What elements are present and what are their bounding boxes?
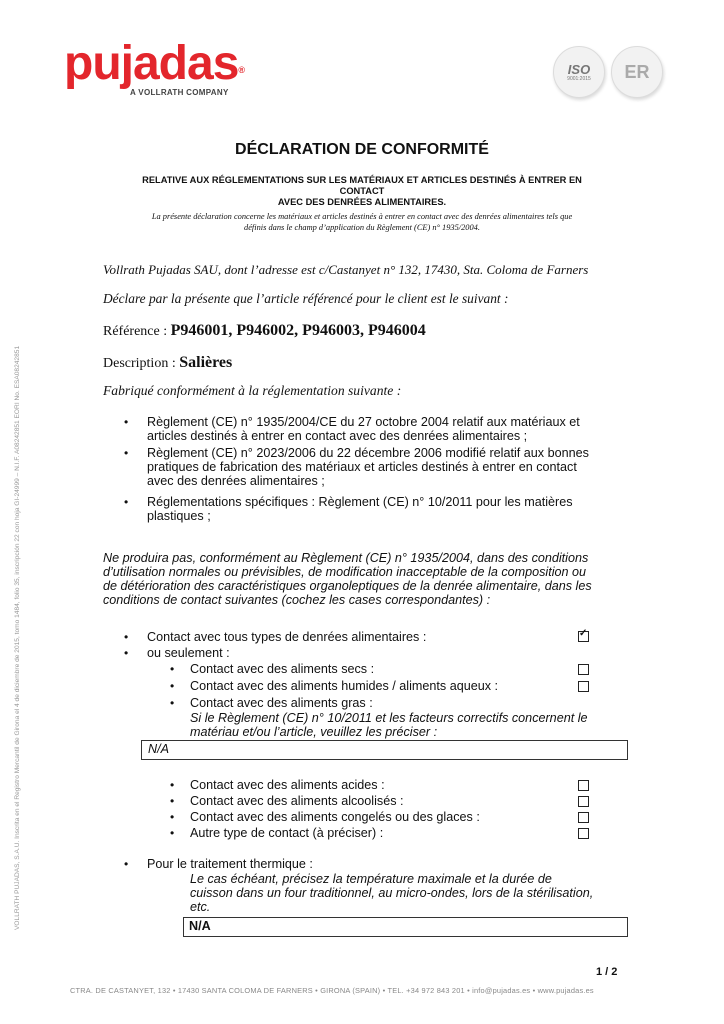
intro-line: définis dans le champ d’application du Règlement (CE) n° 1935/2004.: [244, 223, 480, 232]
regulation-line: avec des denrées alimentaires ;: [147, 474, 325, 488]
company-line: Vollrath Pujadas SAU, dont l’adresse est c/Castanyet n° 132, 17430, Sta. Coloma de Farners: [103, 262, 589, 277]
bullet: •: [170, 778, 175, 792]
iso-badge-label: ISO: [567, 61, 591, 77]
conditions-line: d’utilisation normales ou prévisibles, de modification inacceptable de la composition ou: [103, 565, 587, 579]
document-subtitle: [120, 175, 604, 208]
subtitle-line: RELATIVE AUX RÉGLEMENTATIONS SUR LES MATÉRIAUX ET ARTICLES DESTINÉS À ENTRER EN CONTACT: [142, 175, 582, 196]
contact-other-checkbox[interactable]: [578, 828, 589, 839]
er-badge-label: ER: [624, 62, 650, 82]
reference-row: [103, 322, 426, 340]
bullet: •: [124, 415, 129, 429]
regulation-line: Règlement (CE) n° 2023/2006 du 22 décembre 2006 modifié relatif aux bonnes: [147, 446, 589, 460]
only-label: ou seulement :: [147, 646, 230, 660]
declare-line: Déclare par la présente que l’article référencé pour le client est le suivant :: [103, 291, 509, 306]
bullet: •: [170, 810, 175, 824]
company-logo: pujadas®: [64, 37, 245, 90]
thermal-note: [190, 872, 593, 914]
contact-wet-checkbox[interactable]: [578, 681, 589, 692]
regulation-line: articles destinés à entrer en contact avec des denrées alimentaires ;: [147, 429, 528, 443]
contact-dry-checkbox[interactable]: [578, 664, 589, 675]
document-title: DÉCLARATION DE CONFORMITÉ: [235, 141, 489, 158]
fat-details-value: N/A: [148, 742, 169, 756]
conditions-line: de détérioration des caractéristiques organoleptiques de la denrée alimentaire, dans les: [103, 579, 592, 593]
description-label: Description :: [103, 356, 176, 371]
bullet: •: [124, 646, 129, 660]
regulation-item: [147, 415, 580, 443]
thermal-note-line: etc.: [190, 900, 211, 914]
contact-alcohol-checkbox[interactable]: [578, 796, 589, 807]
bullet: •: [124, 446, 129, 460]
bullet: •: [170, 662, 175, 676]
contact-all-checkbox[interactable]: [578, 631, 589, 642]
contact-frozen-checkbox[interactable]: [578, 812, 589, 823]
regulation-item: [147, 495, 573, 523]
fat-note-line: Si le Règlement (CE) n° 10/2011 et les facteurs correctifs concernent le: [190, 711, 588, 725]
bullet: •: [170, 794, 175, 808]
description-row: [103, 354, 232, 372]
contact-other-label: Autre type de contact (à préciser) :: [190, 826, 384, 840]
thermal-note-line: Le cas échéant, précisez la température maximale et la durée de: [190, 872, 552, 886]
bullet: •: [124, 857, 129, 871]
contact-alcohol-label: Contact avec des aliments alcoolisés :: [190, 794, 404, 808]
page-number: 1 / 2: [596, 966, 618, 978]
contact-fat-label: Contact avec des aliments gras :: [190, 696, 373, 710]
fat-note: [190, 711, 588, 739]
intro-text: [110, 211, 614, 233]
footer-address: CTRA. DE CASTANYET, 132 • 17430 SANTA COLOMA DE FARNERS • GIRONA (SPAIN) • TEL. +34 972 843 201 • info@pujadas.es • www.pujadas.es: [70, 986, 594, 995]
regulation-line: pratiques de fabrication des matériaux et articles destinés à entrer en contact: [147, 460, 577, 474]
contact-all-label: Contact avec tous types de denrées alimentaires :: [147, 630, 427, 644]
thermal-note-line: cuisson dans un four traditionnel, au micro-ondes, lors de la stérilisation,: [190, 886, 594, 900]
regulation-line: plastiques ;: [147, 509, 211, 523]
thermal-details-value: N/A: [189, 919, 211, 933]
manufactured-line: Fabriqué conformément à la réglementation suivante :: [103, 383, 402, 398]
registry-side-text: VOLLRATH PUJADAS, S.A.U. Inscrita en el Registro Mercantil de Girona el 4 de diciembre de 2015, tomo 1484, folio 35, inscripción 22 con hoja GI-24999 – N.I.F. A08242851 EORI No. ESA08242851: [14, 345, 21, 930]
bullet: •: [170, 679, 175, 693]
regulation-line: Règlement (CE) n° 1935/2004/CE du 27 octobre 2004 relatif aux matériaux et: [147, 415, 580, 429]
conditions-paragraph: [103, 551, 592, 607]
bullet: •: [124, 495, 129, 509]
description-value: Salières: [179, 354, 233, 371]
iso-certification-badge: [553, 46, 605, 98]
regulation-line: Réglementations spécifiques : Règlement (CE) n° 10/2011 pour les matières: [147, 495, 573, 509]
bullet: •: [170, 696, 175, 710]
fat-details-field[interactable]: [141, 740, 628, 760]
reference-label: Référence :: [103, 324, 168, 339]
contact-frozen-label: Contact avec des aliments congelés ou des glaces :: [190, 810, 480, 824]
conditions-line: conditions de contact suivantes (cochez les cases correspondantes) :: [103, 593, 491, 607]
reference-value: P946001, P946002, P946003, P946004: [170, 322, 426, 339]
regulation-item: [147, 446, 589, 488]
intro-line: La présente déclaration concerne les matériaux et articles destinés à entrer en contact avec des denrées alimentaires tels que: [151, 212, 573, 221]
contact-dry-label: Contact avec des aliments secs :: [190, 662, 375, 676]
bullet: •: [124, 630, 129, 644]
conditions-line: Ne produira pas, conformément au Règlement (CE) n° 1935/2004, dans des conditions: [103, 551, 589, 565]
thermal-details-field[interactable]: [183, 917, 628, 937]
contact-acid-label: Contact avec des aliments acides :: [190, 778, 385, 792]
bullet: •: [170, 826, 175, 840]
er-certification-badge: [611, 46, 663, 98]
iso-badge-standard: 9001:2015: [567, 75, 591, 82]
contact-acid-checkbox[interactable]: [578, 780, 589, 791]
subtitle-line: AVEC DES DENRÉES ALIMENTAIRES.: [277, 197, 447, 207]
contact-wet-label: Contact avec des aliments humides / aliments aqueux :: [190, 679, 499, 693]
fat-note-line: matériau et/ou l’article, veuillez les préciser :: [190, 725, 438, 739]
thermal-label: Pour le traitement thermique :: [147, 857, 313, 871]
logo-tagline: A VOLLRATH COMPANY: [130, 88, 229, 97]
